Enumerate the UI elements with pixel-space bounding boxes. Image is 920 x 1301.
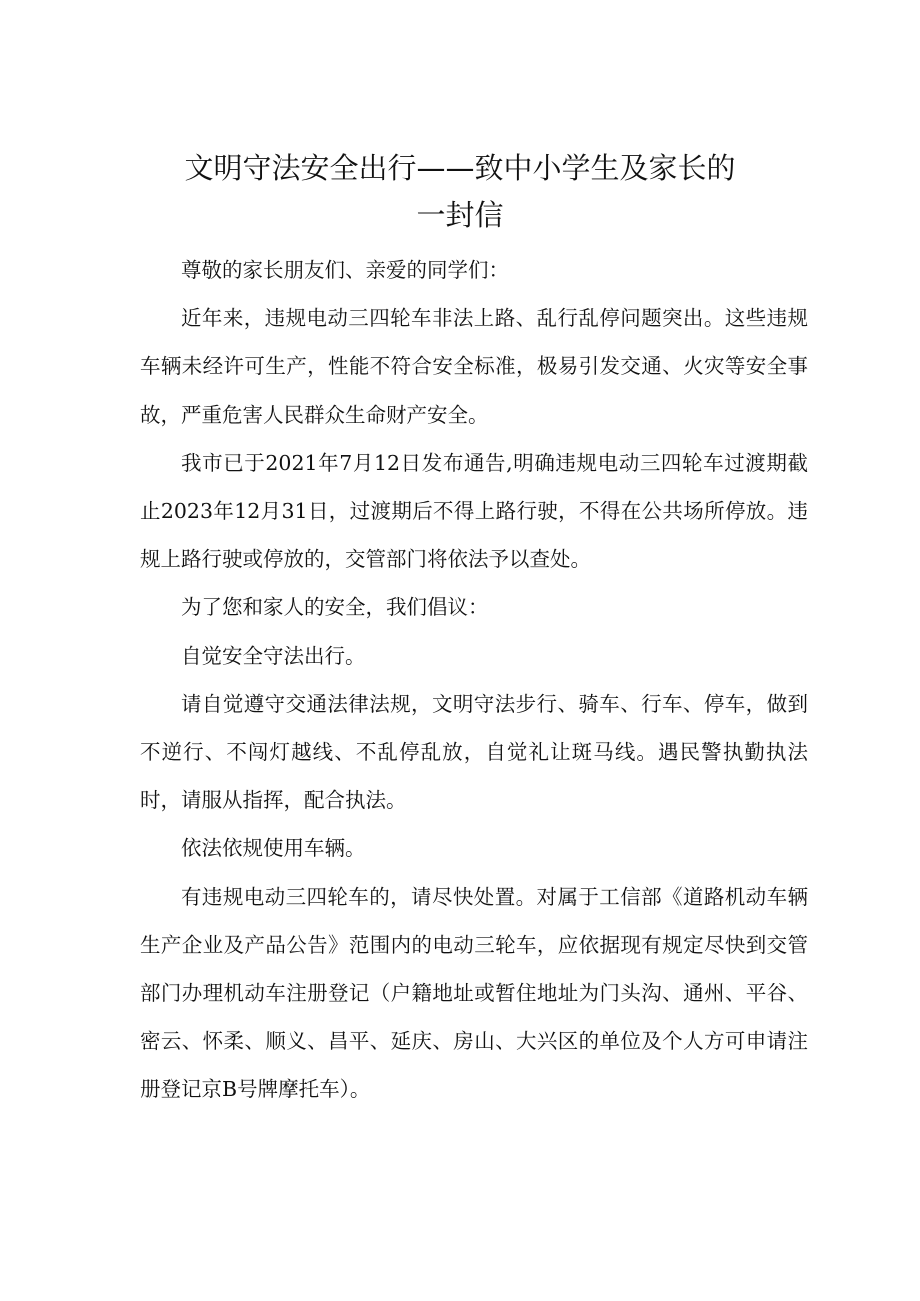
paragraph-safe-travel: 请自觉遵守交通法律法规，文明守法步行、骑车、行车、停车，做到不逆行、不闯灯越线、不乱停乱放，自觉礼让斑马线。遇民警执勤执法时，请服从指挥，配合执法。 bbox=[140, 691, 808, 813]
title-line-2: 一封信 bbox=[416, 198, 504, 233]
paragraph-vehicle-use: 有违规电动三四轮车的，请尽快处置。对属于工信部《道路机动车辆生产企业及产品公告》范围内的电动三轮车，应依据现有规定尽快到交管部门办理机动车注册登记（户籍地址或暂住地址为门头沟、通州、平谷、密云、怀柔、顺义、昌平、延庆、房山、大兴区的单位及个人方可申请注册登记京B号牌摩托车）。 bbox=[140, 884, 808, 1102]
letter-body bbox=[140, 246, 808, 1114]
paragraph-notice: 我市已于2021年7月12日发布通告,明确违规电动三四轮车过渡期截止2023年12月31日，过渡期后不得上路行驶，不得在公共场所停放。违规上路行驶或停放的，交管部门将依法予以查处。 bbox=[140, 450, 808, 572]
title-line-1: 文明守法安全出行——致中小学生及家长的 bbox=[184, 151, 736, 186]
heading-vehicle-use: 依法依规使用车辆。 bbox=[181, 836, 366, 861]
document-title bbox=[100, 145, 820, 239]
salutation: 尊敬的家长朋友们、亲爱的同学们： bbox=[181, 258, 509, 282]
heading-safe-travel: 自觉安全守法出行。 bbox=[181, 643, 366, 668]
paragraph-proposal-intro: 为了您和家人的安全，我们倡议： bbox=[181, 595, 489, 620]
paragraph-background: 近年来，违规电动三四轮车非法上路、乱行乱停问题突出。这些违规车辆未经许可生产，性能不符合安全标准，极易引发交通、火灾等安全事故，严重危害人民群众生命财产安全。 bbox=[140, 306, 808, 427]
